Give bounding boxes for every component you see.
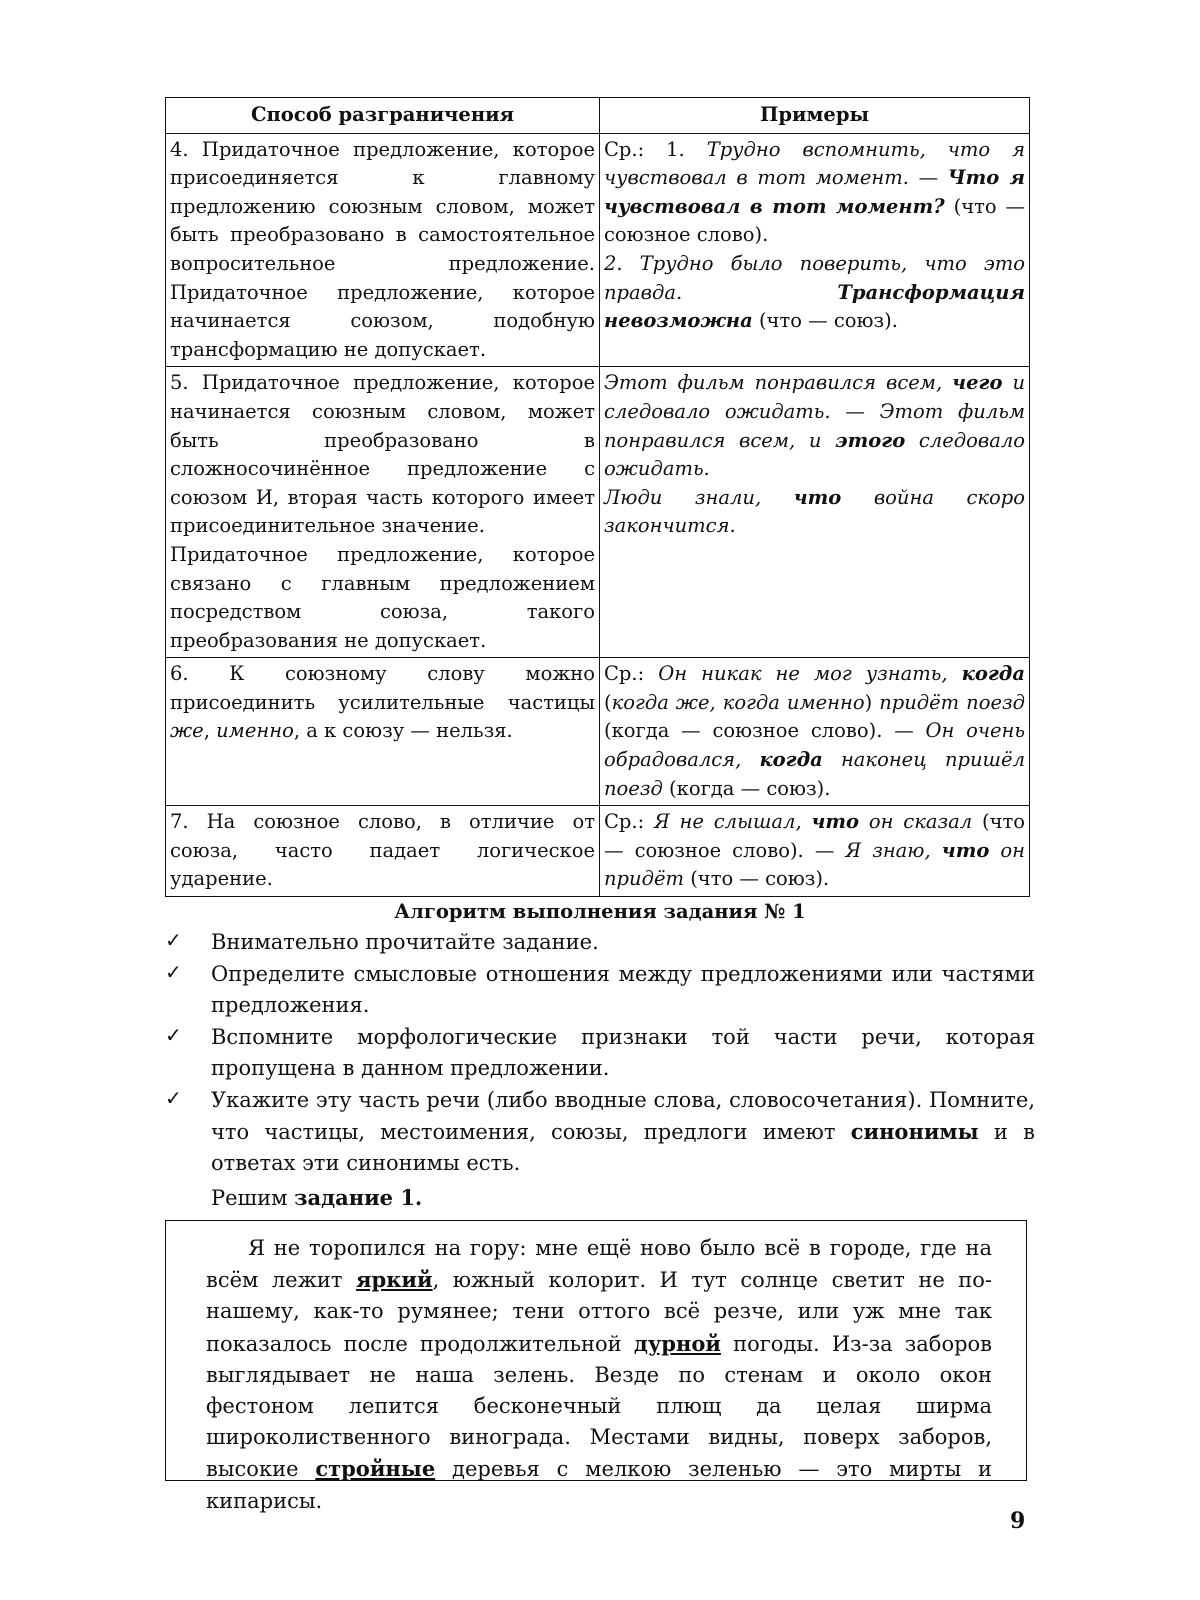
list-item (165, 1085, 1035, 1179)
example-italic: 2. Трудно было поверить, что это правда. (604, 251, 1025, 304)
task-text: , южный колорит. И тут солнце светит не по-нашему, как-то румянее; тени оттого всё резче, или уж мне так показалось после продолжительной (206, 1268, 992, 1356)
column-header-method: Способ разграничения (166, 98, 600, 134)
example-para (604, 136, 1025, 250)
example-bold: Что я чувствовал в тот момент? (604, 166, 1025, 218)
method-cell (166, 367, 600, 658)
column-header-examples: Примеры (600, 98, 1030, 134)
example-para (604, 484, 1025, 541)
example-text: Ср.: (604, 662, 659, 686)
page-number: 9 (1010, 1508, 1026, 1534)
example-bold: когда (961, 662, 1025, 686)
example-cell (600, 133, 1030, 367)
task-text-box (165, 1220, 1027, 1513)
comparison-table (165, 97, 1030, 897)
checkmark-icon: ✓ (165, 1023, 182, 1047)
example-para (604, 369, 1025, 483)
algorithm-list (165, 927, 1035, 1180)
example-italic: когда же, когда именно (611, 690, 865, 714)
example-italic: он придёт (604, 838, 1025, 891)
method-cell (166, 658, 600, 806)
task-paragraph (206, 1233, 992, 1517)
example-italic: наконец пришёл поезд (604, 748, 1025, 800)
table-row (166, 367, 1030, 658)
example-bold: чего (952, 371, 1003, 395)
list-item (165, 959, 1035, 1021)
example-bold: что (941, 838, 990, 862)
example-text: Ср.: 1. (604, 137, 707, 161)
list-item-text: Укажите эту часть речи (либо вводные слова, словосочетания). Помните, что частицы, местоимения, союзы, предлоги имеют (211, 1088, 1035, 1144)
checkmark-icon: ✓ (165, 928, 182, 952)
example-text: (что — союз). (684, 867, 830, 891)
example-bold: что (811, 810, 860, 834)
example-bold: что (793, 485, 842, 509)
example-cell (600, 658, 1030, 806)
checkmark-icon: ✓ (165, 1086, 182, 1110)
example-text: (что — союзное слово). (604, 194, 1025, 247)
solve-bold: задание 1. (294, 1185, 423, 1210)
example-text: Ср.: (604, 810, 654, 834)
list-item-text: Вспомните морфологические признаки той части речи, которая пропущена в данном предложении. (211, 1025, 1035, 1080)
method-italic: же (170, 719, 204, 743)
task-text: Я не торопился на гору: мне ещё ново было всё в городе, где на всём лежит (206, 1236, 992, 1293)
underlined-word: яркий (356, 1267, 433, 1293)
method-text: 6. К союзному слову можно присоединить усилительные частицы (170, 662, 595, 714)
example-italic: война скоро закончится. (604, 485, 1025, 538)
method-text: 7. На союзное слово, в отличие от союза, часто падает логическое ударение. (170, 810, 595, 891)
example-bold: когда (759, 748, 823, 772)
example-italic: Я знаю, (845, 838, 942, 862)
example-italic: и следовало ожидать. — Этот фильм понравился всем, и (604, 371, 1025, 452)
method-cell (166, 133, 600, 367)
example-text: (когда — союзное слово). — (604, 719, 926, 743)
method-italic: именно (216, 719, 294, 743)
method-text: Придаточное предложение, которое связано с главным предложением посредством союза, такого преобразования не допускает. (170, 542, 595, 652)
example-italic: Трудно вспомнить, что я чувствовал в тот момент. — (604, 137, 1025, 190)
example-para (604, 250, 1025, 336)
example-bold: Трансформация невозможна (604, 280, 1025, 333)
checkmark-icon: ✓ (165, 960, 182, 984)
example-italic: Этот фильм понравился всем, (604, 371, 953, 395)
example-cell (600, 806, 1030, 897)
underlined-word: дурной (633, 1330, 721, 1356)
table-row (166, 806, 1030, 897)
list-item-text: Определите смысловые отношения между предложениями или частями предложения. (211, 962, 1035, 1017)
solve-lead: Решим (211, 1186, 295, 1210)
example-italic: Он очень обрадовался, (604, 719, 1025, 772)
table-header-row (166, 98, 1030, 134)
list-item-text: и в ответах эти синонимы есть. (211, 1120, 1035, 1175)
method-text: 5. Придаточное предложение, которое начинается союзным словом, может быть преобразовано в сложносочинённое предложение с союзом И, вторая часть которого имеет присоединительное значение. (170, 371, 595, 538)
example-text: (что — союзное слово). — (604, 810, 1025, 862)
method-cell (166, 806, 600, 897)
example-text: (когда — союз). (662, 776, 831, 800)
example-italic: он сказал (859, 810, 973, 834)
example-bold: этого (835, 428, 906, 452)
list-item (165, 927, 1035, 958)
example-cell (600, 367, 1030, 658)
example-italic: следовало ожидать. (604, 428, 1025, 481)
task-text: погоды. Из-за заборов выглядывает не наша зелень. Везде по стенам и около окон фестоном лепится бесконечный плющ да целая ширма широколиственного винограда. Местами видны, поверх заборов, высокие (206, 1331, 992, 1482)
method-text: , а к союзу — нельзя. (293, 719, 513, 743)
method-text: , (203, 719, 217, 743)
table-row (166, 658, 1030, 806)
list-item (165, 1022, 1035, 1084)
example-italic: Я не слышал, (653, 810, 812, 834)
algorithm-title: Алгоритм выполнения задания № 1 (394, 900, 806, 923)
task-text: деревья с мелкою зеленью — это мирты и кипарисы. (206, 1457, 992, 1513)
list-item-bold: синонимы (850, 1119, 979, 1144)
example-italic: Он никак не мог узнать, (658, 662, 962, 686)
list-item-text: Внимательно прочитайте задание. (211, 930, 599, 954)
example-italic: Люди знали, (604, 485, 794, 509)
example-text: ( (604, 690, 612, 714)
example-text: (что — союз). (752, 309, 898, 333)
solve-line (211, 1185, 422, 1210)
method-text: 4. Придаточное предложение, которое присоединяется к главному предложению союзным словом, может быть преобразовано в самостоятельное вопросительное предложение. Придаточное предложение, которое начинается союзом, подобную трансформацию не допускает. (170, 137, 595, 361)
underlined-word: стройные (315, 1456, 436, 1482)
example-text: ) (864, 690, 880, 714)
table-row (166, 133, 1030, 367)
example-italic: придёт поезд (879, 690, 1025, 714)
